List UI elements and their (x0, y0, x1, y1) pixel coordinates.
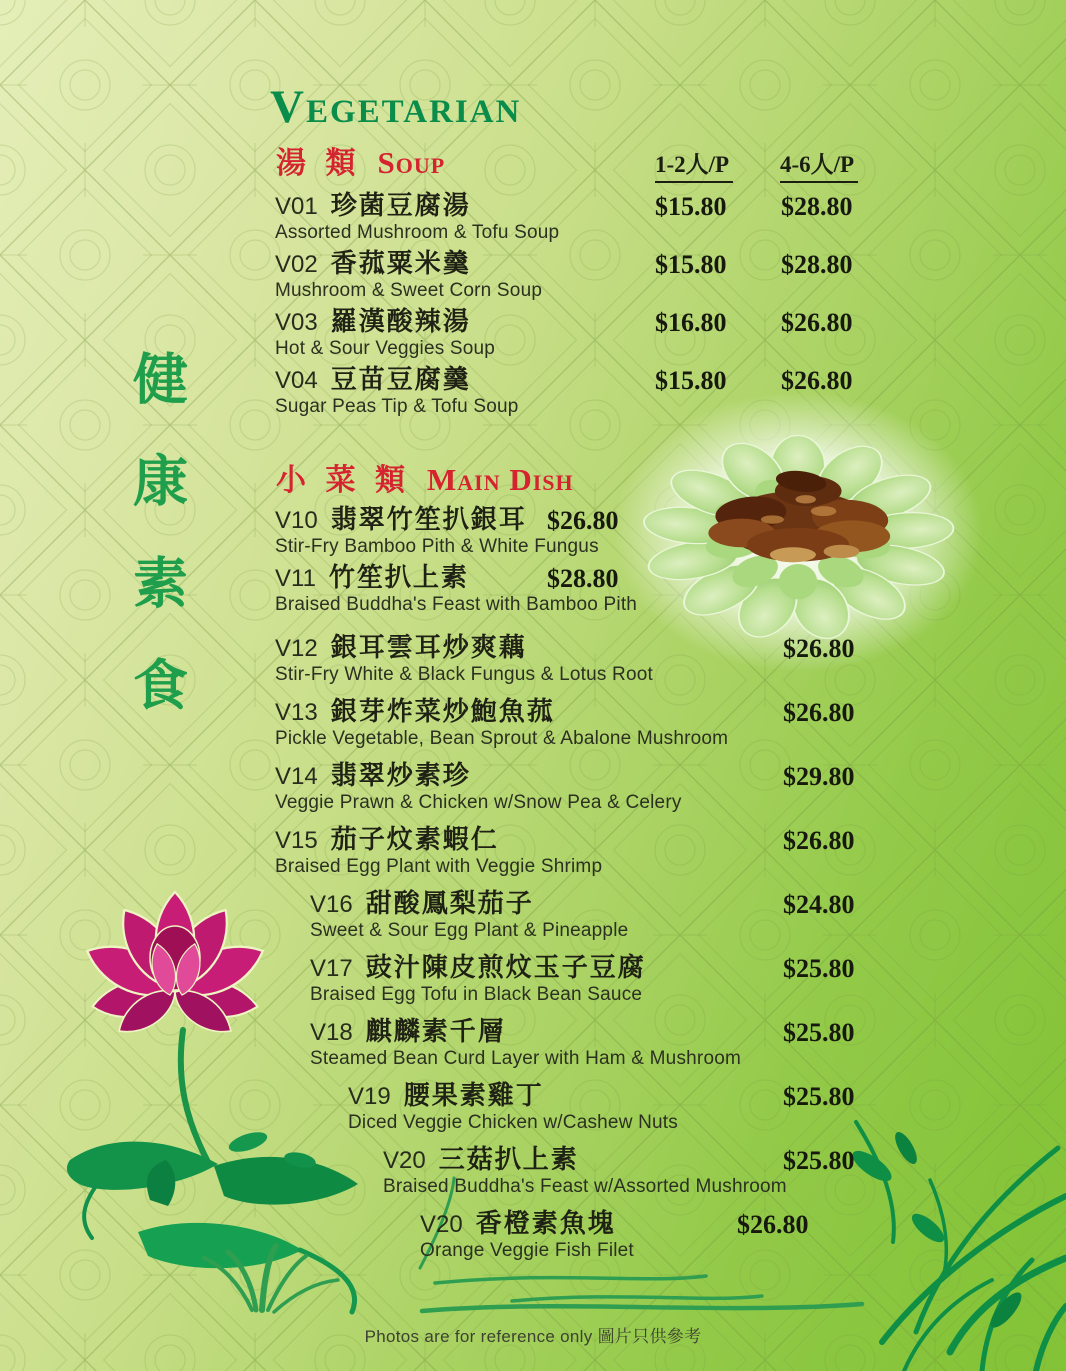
menu-item-row (275, 249, 955, 307)
item-price-small: $15.80 (655, 366, 727, 395)
item-name-en: Steamed Bean Curd Layer with Ham & Mushroom (310, 1048, 742, 1069)
item-price-large: $26.80 (781, 308, 853, 337)
menu-item-row (275, 697, 955, 761)
item-code: V14 (275, 763, 318, 790)
side-calligraphy: 健康素食 (125, 350, 186, 758)
item-name-zh: 銀耳雲耳炒爽藕 (330, 633, 527, 662)
item-name-zh: 腰果素雞丁 (403, 1081, 544, 1110)
item-code: V16 (310, 891, 353, 918)
item-price-small: $15.80 (655, 250, 727, 279)
item-name-zh: 翡翠炒素珍 (330, 761, 471, 790)
soup-header-en: Soup (377, 145, 446, 180)
item-price: $26.80 (547, 506, 619, 535)
item-price: $26.80 (783, 634, 855, 663)
item-name-zh: 香橙素魚塊 (475, 1209, 616, 1238)
item-code: V02 (275, 251, 318, 278)
item-price: $28.80 (547, 564, 619, 593)
item-name-en: Braised Buddha's Feast w/Assorted Mushroom (383, 1176, 787, 1197)
item-name-en: Braised Egg Plant with Veggie Shrimp (275, 856, 603, 877)
item-price: $26.80 (737, 1210, 809, 1239)
item-code: V12 (275, 635, 318, 662)
item-price: $25.80 (783, 1018, 855, 1047)
item-name-en: Pickle Vegetable, Bean Sprout & Abalone Mushroom (275, 728, 729, 749)
item-name-zh: 豉汁陳皮煎炆玉子豆腐 (365, 953, 646, 982)
item-name-zh: 茄子炆素蝦仁 (330, 825, 499, 854)
item-name-zh: 三菇扒上素 (438, 1145, 579, 1174)
item-code: V13 (275, 699, 318, 726)
item-code: V11 (275, 565, 316, 592)
item-name-zh: 麒麟素千層 (365, 1017, 506, 1046)
menu-item-row (275, 1145, 955, 1209)
soup-section-header (276, 138, 445, 182)
item-name-en: Sugar Peas Tip & Tofu Soup (275, 396, 519, 417)
item-name-en: Assorted Mushroom & Tofu Soup (275, 222, 560, 243)
item-name-en: Veggie Prawn & Chicken w/Snow Pea & Celery (275, 792, 682, 813)
item-name-zh: 羅漢酸辣湯 (330, 307, 471, 336)
item-code: V20 (383, 1147, 426, 1174)
soup-rows (275, 191, 955, 423)
item-price: $26.80 (783, 826, 855, 855)
item-code: V18 (310, 1019, 353, 1046)
item-name-en: Orange Veggie Fish Filet (420, 1240, 634, 1261)
item-code: V10 (275, 507, 318, 534)
main-dish-rows (275, 505, 955, 1273)
item-code: V03 (275, 309, 318, 336)
main-dish-header-en: Main Dish (427, 462, 574, 497)
menu-item-row (275, 761, 955, 825)
menu-item-row (275, 191, 955, 249)
item-name-zh: 珍菌豆腐湯 (330, 191, 471, 220)
item-price-small: $15.80 (655, 192, 727, 221)
soup-header-zh: 湯 類 (276, 147, 362, 180)
item-name-zh: 甜酸鳳梨茄子 (365, 889, 534, 918)
item-name-en: Braised Egg Tofu in Black Bean Sauce (310, 984, 643, 1005)
item-code: V20 (420, 1211, 463, 1238)
item-price: $25.80 (783, 1082, 855, 1111)
item-code: V01 (275, 193, 318, 220)
item-code: V19 (348, 1083, 391, 1110)
menu-item-row (275, 505, 955, 563)
item-code: V17 (310, 955, 353, 982)
page-title: Vegetarian (270, 81, 522, 133)
item-price: $26.80 (783, 698, 855, 727)
item-price: $25.80 (783, 954, 855, 983)
main-dish-section-header (276, 455, 574, 499)
menu-item-row (275, 825, 955, 889)
item-name-zh: 豆苗豆腐羹 (330, 365, 471, 394)
item-name-en: Hot & Sour Veggies Soup (275, 338, 496, 359)
item-name-en: Diced Veggie Chicken w/Cashew Nuts (348, 1112, 678, 1133)
item-name-en: Stir-Fry Bamboo Pith & White Fungus (275, 536, 599, 557)
menu-item-row (275, 889, 955, 953)
item-price-large: $28.80 (781, 192, 853, 221)
item-code: V15 (275, 827, 318, 854)
item-name-zh: 翡翠竹笙扒銀耳 (330, 505, 527, 534)
menu-item-row (275, 563, 955, 633)
menu-item-row (275, 633, 955, 697)
item-name-zh: 香菰粟米羹 (330, 249, 471, 278)
footer-note: Photos are for reference only 圖片只供參考 (364, 1327, 702, 1346)
item-price: $24.80 (783, 890, 855, 919)
item-code: V04 (275, 367, 318, 394)
item-price-large: $26.80 (781, 366, 853, 395)
menu-item-row (275, 1081, 955, 1145)
price-column-header-small: 1-2人/P (655, 146, 733, 183)
item-price: $29.80 (783, 762, 855, 791)
item-name-en: Sweet & Sour Egg Plant & Pineapple (310, 920, 629, 941)
price-column-header-large: 4-6人/P (780, 146, 858, 183)
menu-item-row (275, 1209, 955, 1273)
item-price-small: $16.80 (655, 308, 727, 337)
menu-item-row (275, 1017, 955, 1081)
item-price-large: $28.80 (781, 250, 853, 279)
item-name-en: Mushroom & Sweet Corn Soup (275, 280, 543, 301)
item-price: $25.80 (783, 1146, 855, 1175)
item-name-en: Stir-Fry White & Black Fungus & Lotus Root (275, 664, 653, 685)
item-name-zh: 銀芽炸菜炒鮑魚菰 (330, 697, 555, 726)
menu-item-row (275, 953, 955, 1017)
menu-item-row (275, 365, 955, 423)
menu-item-row (275, 307, 955, 365)
main-dish-header-zh: 小 菜 類 (276, 464, 411, 497)
item-name-en: Braised Buddha's Feast with Bamboo Pith (275, 594, 638, 615)
item-name-zh: 竹笙扒上素 (328, 563, 469, 592)
